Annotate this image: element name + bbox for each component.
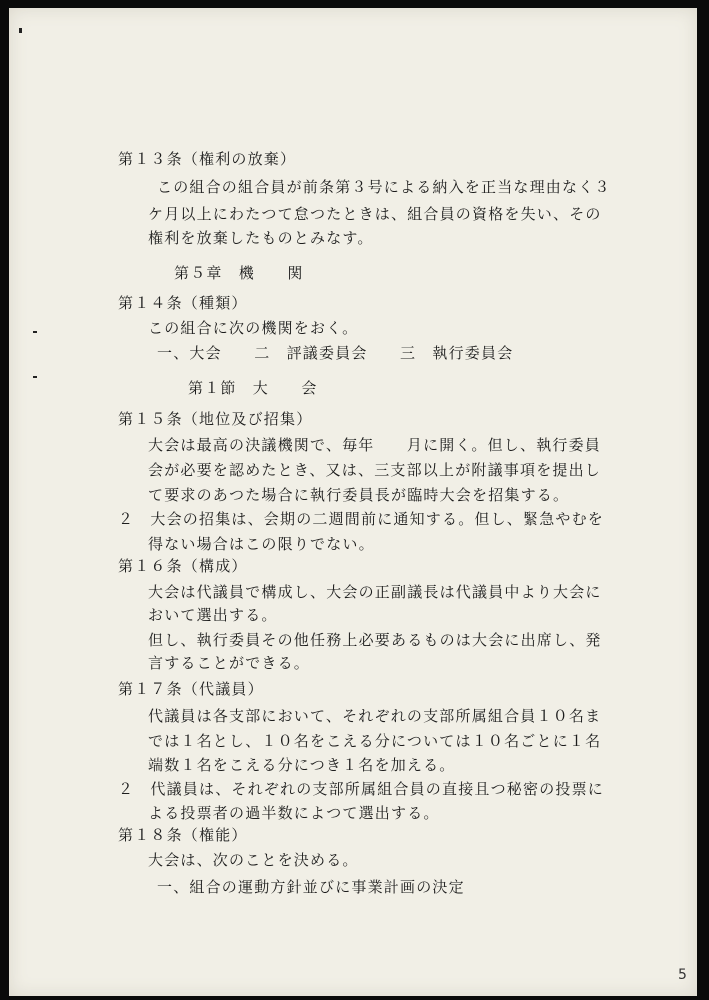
article-17-paragraph-2: ２ 代議員は、それぞれの支部所属組合員の直接且つ秘密の投票に <box>118 780 605 798</box>
punch-mark <box>19 28 22 33</box>
article-17-heading: 第１７条（代議員） <box>118 680 264 698</box>
article-15-paragraph-2: ２ 大会の招集は、会期の二週間前に通知する。但し、緊急やむを <box>118 510 605 528</box>
article-14-heading: 第１４条（種類） <box>118 294 248 312</box>
punch-mark <box>33 376 37 378</box>
article-17-text: 代議員は各支部において、それぞれの支部所属組合員１０名ま <box>148 707 602 725</box>
article-13-text: 権利を放棄したものとみなす。 <box>148 229 374 247</box>
article-18-text: 大会は、次のことを決める。 <box>148 851 359 869</box>
article-18-heading: 第１８条（権能） <box>118 826 248 844</box>
article-13-text: ケ月以上にわたつて怠つたときは、組合員の資格を失い、その <box>148 205 602 223</box>
article-13-text: この組合の組合員が前条第３号による納入を正当な理由なく３ <box>157 178 611 196</box>
article-15-text: て要求のあつた場合に執行委員長が臨時大会を招集する。 <box>148 486 570 504</box>
article-16-text: 大会は代議員で構成し、大会の正副議長は代議員中より大会に <box>148 583 602 601</box>
article-16-text: おいて選出する。 <box>148 606 278 624</box>
article-17-paragraph-2: よる投票者の過半数によつて選出する。 <box>148 804 440 822</box>
article-15-heading: 第１５条（地位及び招集） <box>118 410 313 428</box>
article-16-text: 但し、執行委員その他任務上必要あるものは大会に出席し、発 <box>148 631 602 649</box>
article-16-text: 言することができる。 <box>148 654 311 672</box>
article-14-text: この組合に次の機関をおく。 <box>148 319 359 337</box>
article-16-heading: 第１６条（構成） <box>118 557 248 575</box>
page-number: 5 <box>678 967 687 983</box>
article-17-text: 端数１名をこえる分につき１名を加える。 <box>148 756 456 774</box>
organ-list: 一、大会 二 評議委員会 三 執行委員会 <box>157 344 514 362</box>
punch-mark <box>33 331 37 333</box>
article-15-text: 大会は最高の決議機関で、毎年 月に開く。但し、執行委員 <box>148 436 602 454</box>
article-18-item-1: 一、組合の運動方針並びに事業計画の決定 <box>157 878 465 896</box>
section-1-title: 第１節 大 会 <box>188 379 318 397</box>
article-13-heading: 第１３条（権利の放棄） <box>118 150 297 168</box>
article-17-text: では１名とし、１０名をこえる分については１０名ごとに１名 <box>148 732 602 750</box>
article-15-text: 会が必要を認めたとき、又は、三支部以上が附議事項を提出し <box>148 461 602 479</box>
chapter-5-title: 第５章 機 関 <box>174 264 304 282</box>
article-15-paragraph-2: 得ない場合はこの限りでない。 <box>148 535 375 553</box>
